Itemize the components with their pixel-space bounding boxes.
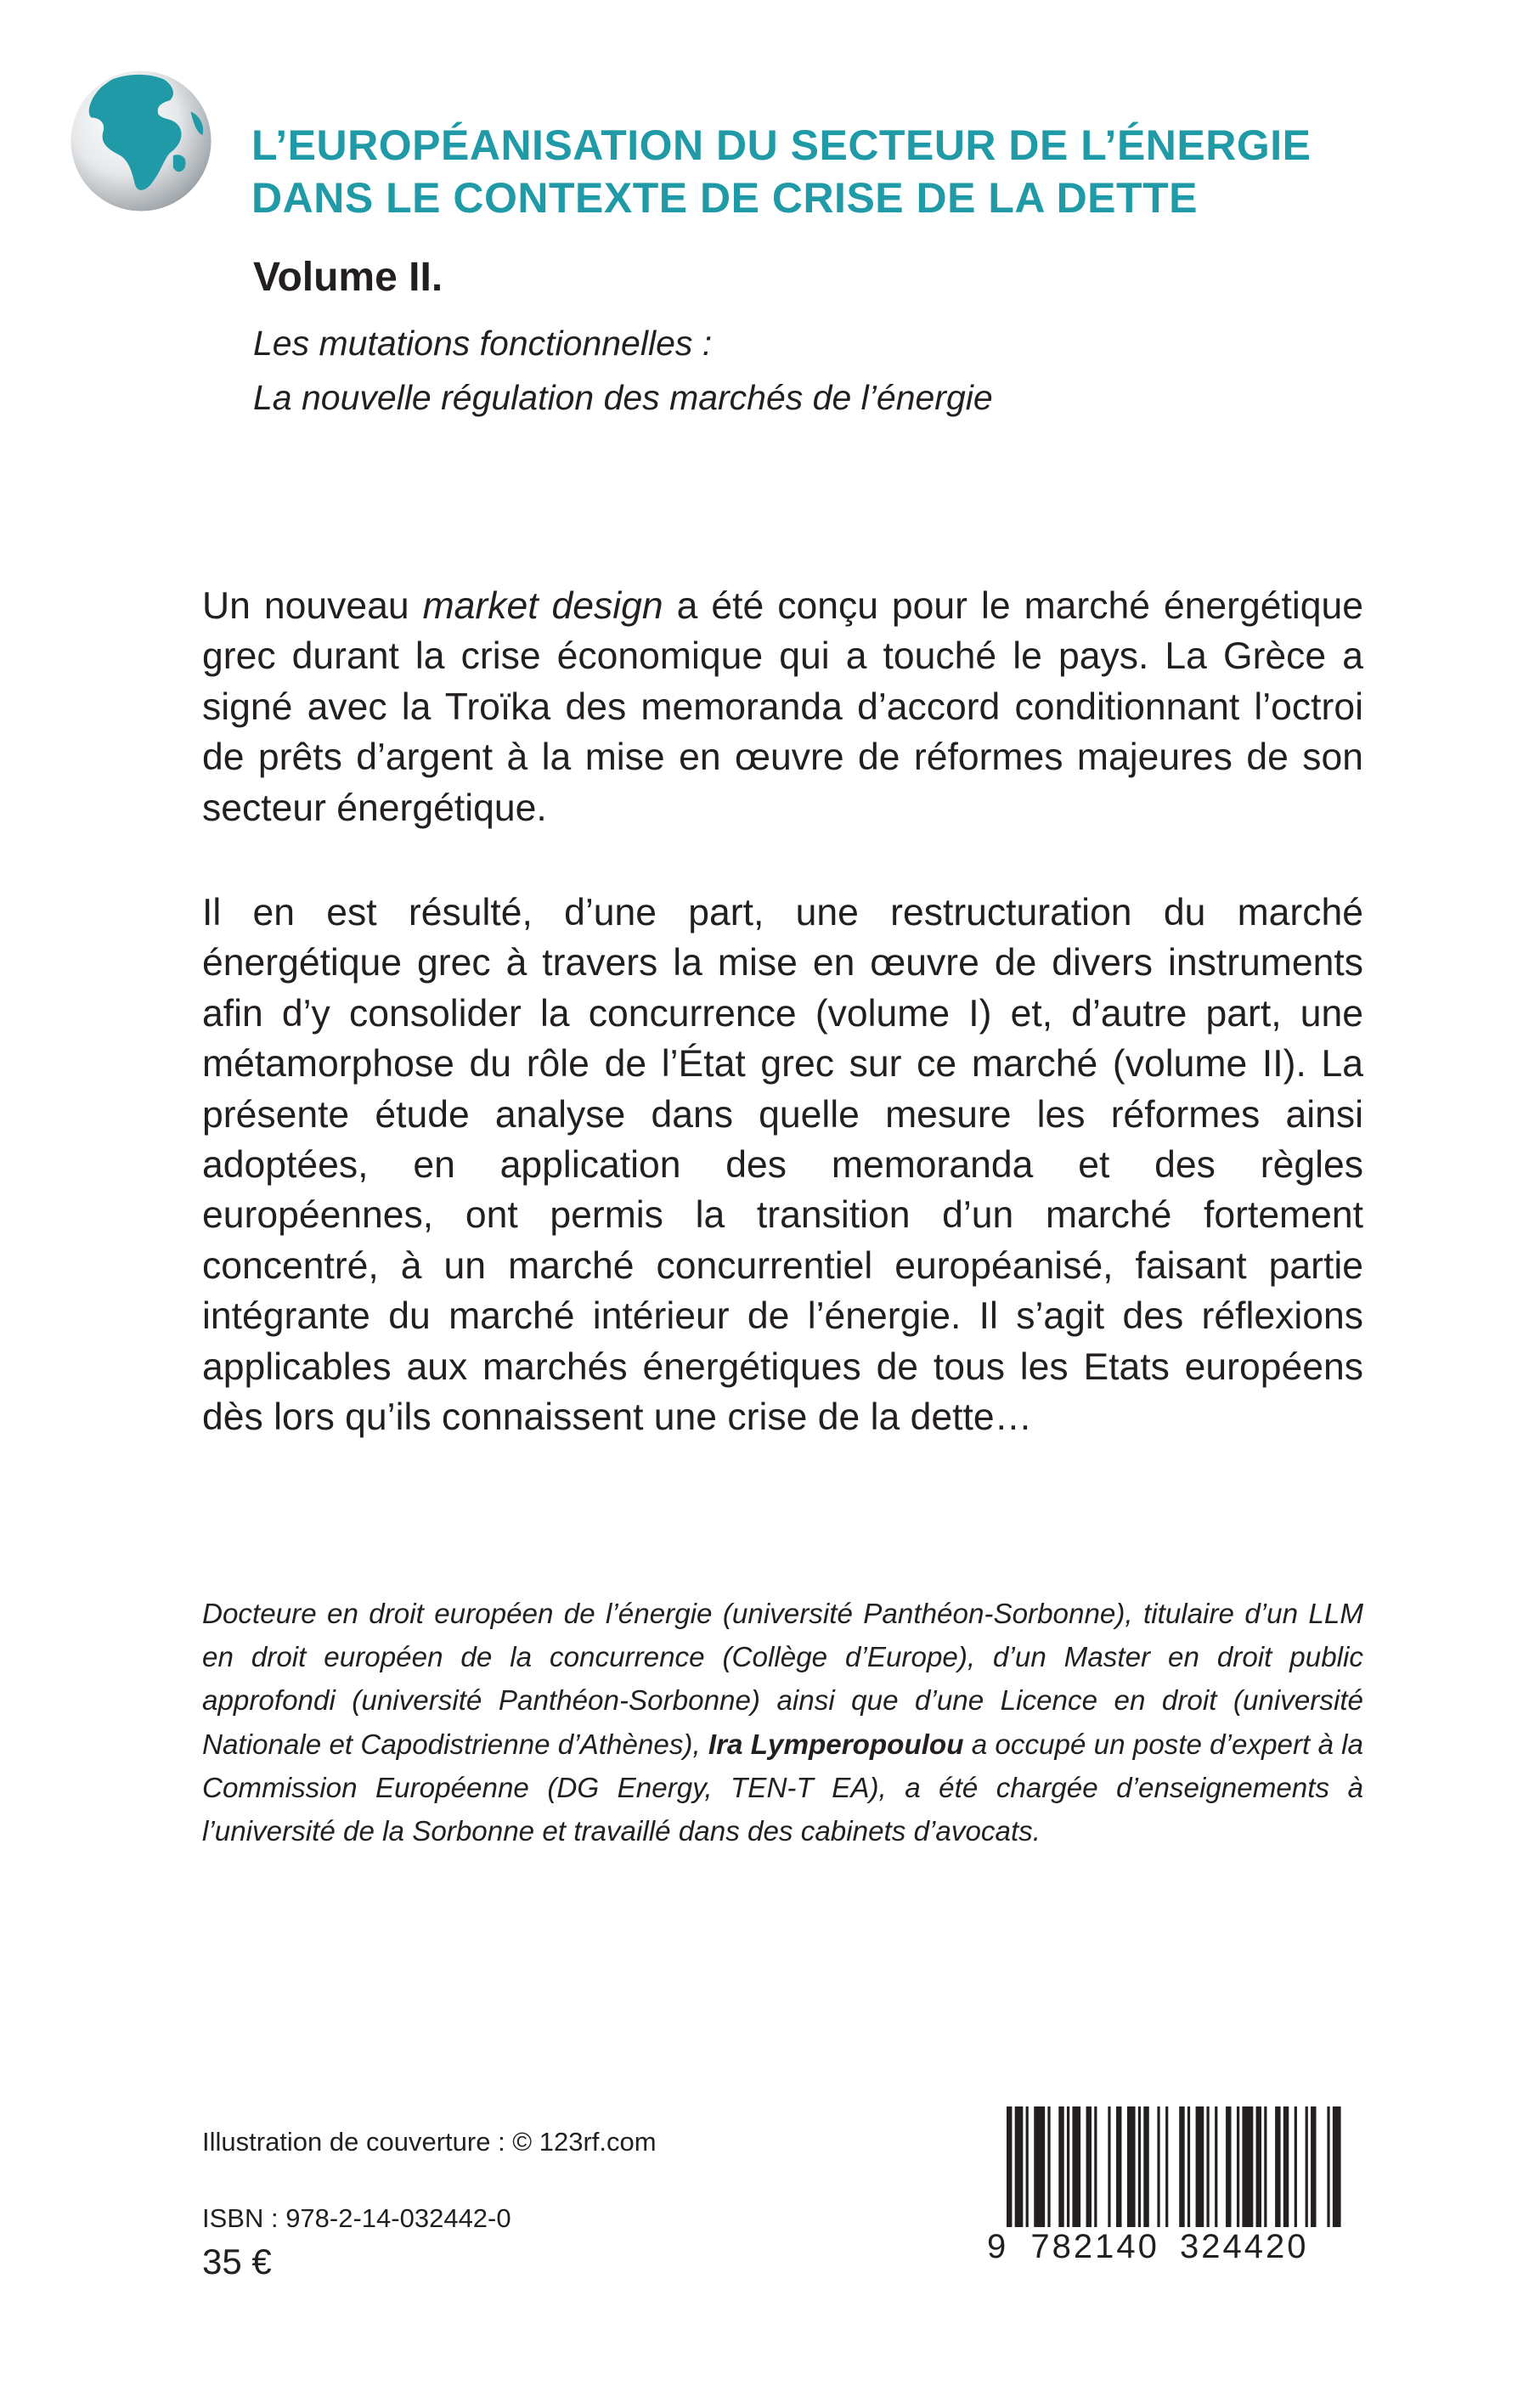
barcode-bar	[1157, 2106, 1159, 2238]
barcode-bar	[1327, 2106, 1329, 2238]
title-line-1: L’EUROPÉANISATION DU SECTEUR DE L’ÉNERGIE	[251, 121, 1312, 169]
barcode-bar	[1196, 2106, 1204, 2238]
barcode-bar	[1108, 2106, 1110, 2238]
barcode-bar	[1295, 2106, 1297, 2238]
barcode-bar	[1275, 2106, 1280, 2238]
barcode-bar	[1072, 2106, 1080, 2238]
p1-rest: a été conçu pour le marché énergétique grec durant la crise économique qui a touché le pays. La Grèce a signé avec la Troïka des memoranda d’accord conditionnant l’octroi de prêts d’argent à la mise en œuvre de réformes majeures de son secteur énergétique.	[202, 585, 1363, 829]
p1-emphasis: market design	[422, 585, 663, 627]
barcode-bar	[1026, 2106, 1029, 2238]
barcode-bar	[1179, 2106, 1184, 2238]
barcode-bar	[1138, 2106, 1141, 2238]
barcode-bar	[1187, 2106, 1190, 2238]
barcode-bar	[1256, 2106, 1261, 2238]
barcode-bar	[1143, 2106, 1148, 2238]
barcode-bar	[1215, 2106, 1217, 2238]
isbn: ISBN : 978-2-14-032442-0	[202, 2203, 511, 2233]
barcode-bar	[1311, 2106, 1316, 2238]
barcode-bar	[1264, 2106, 1266, 2238]
barcode-bar	[1237, 2106, 1239, 2238]
barcode-bar	[1306, 2106, 1308, 2238]
p1-start: Un nouveau	[202, 585, 423, 627]
barcode-left-group: 782140	[1030, 2228, 1159, 2265]
bio-before: Docteure en droit européen de l’énergie (université Panthéon-Sorbonne), titulaire d’un LLM en droit européen de la concurrence (Collège d’Europe), d’un Master en droit public approfondi (université Panthéon-Sorbonne) ainsi que d’une Licence en droit (université Nationale et Capodistrienne d’Athènes),	[202, 1599, 1363, 1761]
barcode	[1007, 2106, 1346, 2238]
author-name: Ira Lymperopoulou	[708, 1728, 964, 1761]
barcode-bar	[1333, 2106, 1341, 2238]
bio-after: a occupé un poste d’expert à la Commission Européenne (DG Energy, TEN-T EA), a été chargée d’enseignements à l’université de la Sorbonne et travaillé dans des cabinets d’avocats.	[202, 1728, 1363, 1848]
price: 35 €	[202, 2242, 272, 2281]
barcode-bar	[1067, 2106, 1069, 2238]
title-line-2: DANS LE CONTEXTE DE CRISE DE LA DETTE	[251, 174, 1198, 222]
subtitle	[253, 316, 1357, 425]
barcode-bar	[1094, 2106, 1097, 2238]
barcode-bar	[1127, 2106, 1136, 2238]
globe-icon	[68, 68, 214, 214]
barcode-first-digit: 9	[987, 2228, 1009, 2265]
summary-paragraph-2: Il en est résulté, d’une part, une restructuration du marché énergétique grec à travers la mise en œuvre de divers instruments afin d’y consolider la concurrence (volume I) et, d’autre part, une métamorphose du rôle de l’État grec sur ce marché (volume II). La présente étude analyse dans quelle mesure les réformes ainsi adoptées, en application des memoranda et des règles européennes, ont permis la transition d’un marché fortement concentré, à un marché concurrentiel européanisé, faisant partie intégrante du marché intérieur de l’énergie. Il s’agit des réflexions applicables aux marchés énergétiques de tous les Etats européens dès lors qu’ils connaissent une crise de la dette…	[202, 892, 1363, 1439]
barcode-bar	[1015, 2106, 1024, 2238]
barcode-bar	[1226, 2106, 1231, 2238]
barcode-right-group: 324420	[1179, 2228, 1309, 2265]
barcode-bar	[1086, 2106, 1092, 2238]
subtitle-line-1: Les mutations fonctionnelles :	[253, 324, 713, 363]
volume-label: Volume II.	[253, 255, 443, 300]
barcode-bar	[1007, 2106, 1012, 2238]
barcode-bar	[1116, 2106, 1121, 2238]
barcode-bar	[1058, 2106, 1063, 2238]
barcode-bar	[1165, 2106, 1168, 2238]
barcode-bar	[1206, 2106, 1209, 2238]
barcode-bar	[1034, 2106, 1045, 2238]
barcode-bar	[1242, 2106, 1253, 2238]
barcode-bar	[1047, 2106, 1050, 2238]
summary-paragraph-1	[202, 581, 1363, 833]
barcode-bar	[1283, 2106, 1289, 2238]
barcode-digits	[985, 2227, 1359, 2266]
author-bio	[202, 1593, 1363, 1853]
subtitle-line-2: La nouvelle régulation des marchés de l’énergie	[253, 378, 993, 417]
cover-credit: Illustration de couverture : © 123rf.com	[202, 2127, 657, 2157]
book-title	[251, 119, 1356, 224]
